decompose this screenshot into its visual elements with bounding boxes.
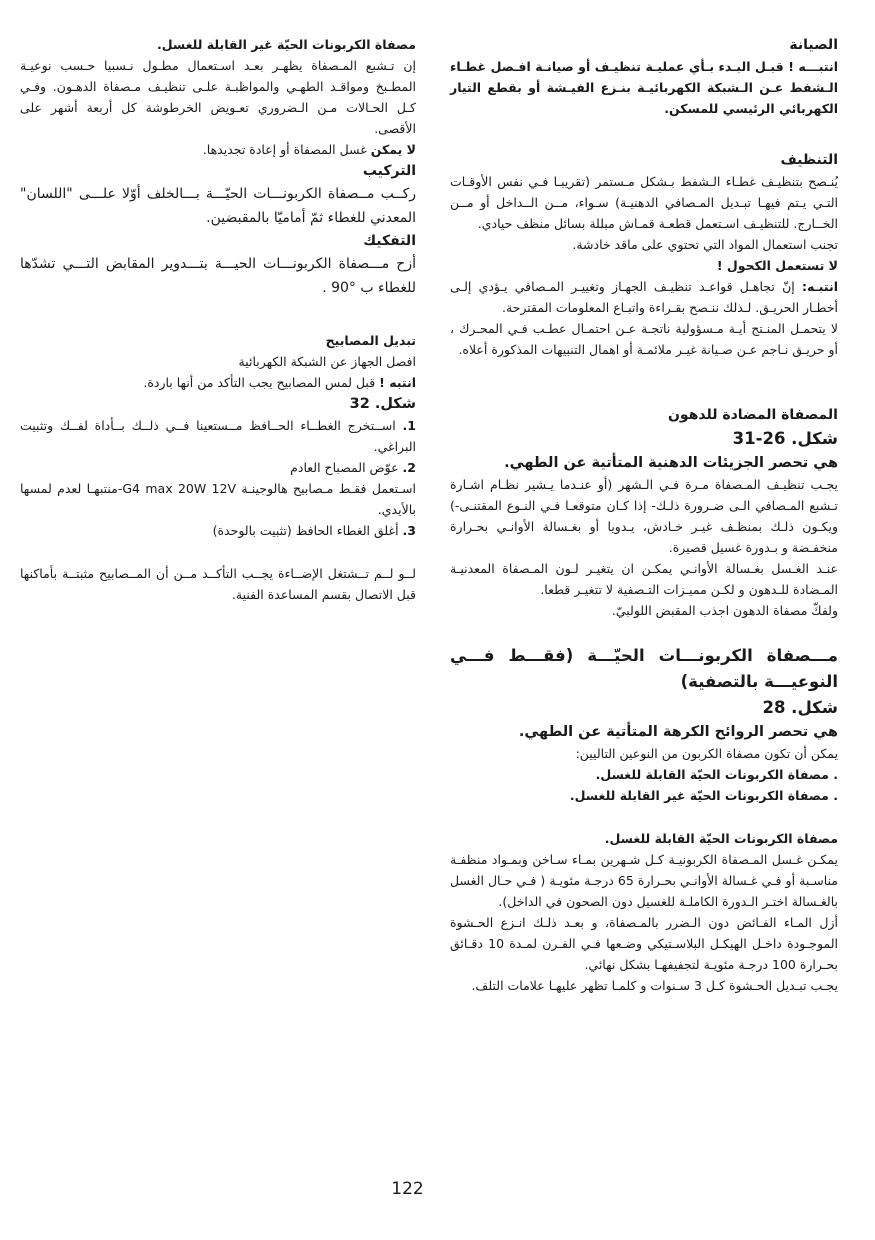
grease-filter-figure: شكل. 26-31 (732, 429, 838, 448)
maintenance-title: الصيانة (789, 37, 838, 53)
lamps-step-1-number: 1. (402, 418, 416, 433)
carbon-filter-title: مـــصفاة الكربونـــات الحيّـــة (فقـــط فـــي النوعيـــة بالتصفية) (450, 646, 838, 691)
carbon-filter-type-2: . مصفاة الكربونات الحيّة غير القابلة للغسل. (569, 788, 838, 803)
washable-filter-drying-text: أزل المـاء الفـائض دون الـضرر بالمـصفاة، و بعـد ذلـك انـزع الحـشوة الموجـودة داخـل الهيكـل البلاسـتيكي وضـعها فـي الفـرن لمـدة 10 دقـائق بحـرارة 100 درجـة مئويـة لتجفيفهـا بشكل نهائي. (450, 915, 838, 972)
maintenance-warning-text: قبـل البـدء بـأي عمليـة تنظيـف أو صيانـة افـصل غطـاء الـشفط عـن الـشبكة الكهربائيـة بنـزع الفيـشة أو بقطع التيار الكهربائي الرئيسي للمسكن. (450, 59, 838, 116)
non-washable-filter-paragraph: إن تـشبع المـصفاة يظهـر بعـد اسـتعمال مطـول نـسبيا حـسب نوعيـة المطـبخ ومواقـد الطهـي والمواظبـة علـى تنظيـف مـصفاة الدهـون. وفـي كـل الحـالات مـن الـضروري تعـويض الخرطوشة كل أربعة أشهر على الأقصى. (20, 58, 416, 136)
cleaning-warning (450, 276, 838, 318)
washable-filter-replace-text: يجـب تبـديل الحـشوة كـل 3 سـنوات و كلمـا تظهر عليهـا علامات التلف. (471, 978, 838, 993)
cleaning-avoid-text: تجنب استعمال المواد التي تحتوي على ماقد خادشة. (572, 237, 838, 252)
lamps-step-2-text: عوّض المصباح العادم (290, 460, 399, 475)
lamps-title: تبديل المصابيح (325, 333, 416, 348)
cleaning-warning-text: إنّ تجاهـل قواعـد تنظيـف الجهـاز وتغييـر المـصافي يـؤدي إلـى أخطـار الحريـق. لـذلك ننـصح بقـراءة واتبـاع المعلومات المقترحة. (450, 279, 838, 315)
install-text: ركــب مــصفاة الكربونـــات الحيّـــة بـــالخلف أوّلا علـــى "اللسان" المعدني للغطاء ثمّ أماميّا بالمقبضين. (20, 186, 416, 226)
install-title: التركيب (362, 163, 416, 179)
lamps-step-3 (20, 520, 416, 541)
washable-filter-title: مصفاة الكربونات الحيّة القابلة للغسل. (604, 831, 838, 846)
lamps-step-2 (20, 457, 416, 478)
lamps-step-1-text: اســتخرج الغطــاء الحــافظ مــستعينا فــي ذلــك بــأداة لفــك وتثبيت البراغي. (20, 418, 416, 454)
maintenance-warning-label: انتبـــه ! (788, 59, 838, 74)
lamps-step-2-number: 2. (402, 460, 416, 475)
lamps-figure: شكل. 32 (349, 396, 416, 412)
lamps-step-1 (20, 415, 416, 457)
non-washable-filter-note-label: لا يمكن (370, 142, 416, 157)
cleaning-paragraph: يُنـصح بتنظيـف غطـاء الـشفط بـشكل مـستمر (تقريبـا فـي نفس الأوقـات التـي يـتم فيهـا تبـديل المـصافي الدهنيـة) سـواء، مــن الــداخل أو مــن الخــارج. للتنظيـف اسـتعمل قطعـة قمـاش مبللة بسائل منظف حيادي. (450, 174, 838, 231)
carbon-filter-subtitle: هي تحصر الروائح الكرهة المتأتية عن الطهي. (518, 724, 838, 740)
lamps-warning-label: انتبه ! (379, 375, 416, 390)
carbon-filter-intro: يمكن أن تكون مصفاة الكربون من النوعين التاليين: (575, 746, 838, 761)
page-number: 122 (391, 1179, 424, 1199)
lamps-step-2-detail: اسـتعمل فقـط مـصابيح هالوجينـة G4 max 20W 12V-منتبهـا لعدم لمسها بالأيدي. (20, 481, 416, 517)
left-column (20, 34, 416, 605)
maintenance-warning (450, 56, 838, 119)
carbon-filter-type-1: . مصفاة الكربونات الحيّة القابلة للغسل. (595, 767, 838, 782)
grease-filter-title: المصفاة المضادة للدهون (667, 407, 838, 423)
lamps-warning (20, 372, 416, 393)
carbon-filter-figure: شكل. 28 (762, 698, 838, 717)
lamps-disconnect-text: افصل الجهاز عن الشبكة الكهربائية (238, 354, 416, 369)
lamps-step-3-number: 3. (402, 523, 416, 538)
non-washable-filter-title: مصفاة الكربونات الحيّة غير القابلة للغسل. (157, 37, 416, 52)
cleaning-liability-text: لا يتحمـل المنـتج أيـة مـسؤولية ناتجـة عـن احتمـال عطـب فـي المحـرك ، أو حريـق نـاجم عـن صـيانة غيـر ملائمـة أو اهمال التنبيهات المذكورة أعلاه. (450, 321, 838, 357)
non-washable-filter-note-text: غسل المصفاة أو إعادة تجديدها. (202, 142, 367, 157)
non-washable-filter-note (20, 139, 416, 160)
lamps-step-3-text: أغلق الغطاء الحافظ (تثبيت بالوحدة) (212, 523, 399, 538)
cleaning-warning-label: انتبـه: (801, 279, 838, 294)
grease-filter-dishwasher-text: عنـد الغـسل بغـسالة الأوانـي يمكـن ان يتغيـر لـون المـصفاة المعدنيـة المـضادة للـدهون و لكـن مميـزات التـصفية لا تتغيـر قطعا. (450, 561, 838, 597)
grease-filter-subtitle: هي تحصر الجزيئات الدهنية المتأتية عن الطهي. (504, 455, 838, 471)
remove-text: أزح مـــصفاة الكربونـــات الحيـــة بتـــدوير المقابض التـــي تشدّها للغطاء ب °90 . (20, 256, 416, 296)
cleaning-no-alcohol: لا تستعمل الكحول ! (716, 258, 838, 273)
grease-filter-removal-text: ولفكّ مصفاة الدهون اجذب المقبض اللولبيّ. (611, 603, 838, 618)
grease-filter-paragraph: يجـب تنظيـف المـصفاة مـرة فـي الـشهر (أو عنـدما يـشير نظـام اشـارة تـشبع المـصافي الـى ضـرورة ذلـك- إذا كـان متوقعـا فـي النـوع المقتنـى-) ويكـون ذلـك بمنظـف غيـر خـادش، يـدويا أو بغـسالة الأوانـي بحـرارة منخفـضة و بـدورة غسيل قصيرة. (450, 477, 838, 555)
washable-filter-paragraph: يمكـن غـسل المـصفاة الكربونيـة كـل شـهرين بمـاء سـاخن وبمـواد منظفـة مناسـبة أو فـي غـسالة الأوانـي بحـرارة 65 درجـة مئويـة ( فـي حـال الغسل بالغـسالة اختـر الـدورة الكاملـة للغسيل دون الصحون في الداخل). (450, 852, 838, 909)
lamps-warning-text: قبل لمس المصابيح يجب التأكد من أنها باردة. (143, 375, 376, 390)
lamps-note: لــو لــم تــشتغل الإضــاءة يجــب التأكــد مــن أن المــصابيح مثبتــة بأماكنها قبل الاتصال بقسم المساعدة الفنية. (20, 566, 416, 602)
remove-title: التفكيك (363, 233, 416, 249)
cleaning-title: التنظيف (780, 152, 838, 168)
right-column (450, 34, 838, 996)
